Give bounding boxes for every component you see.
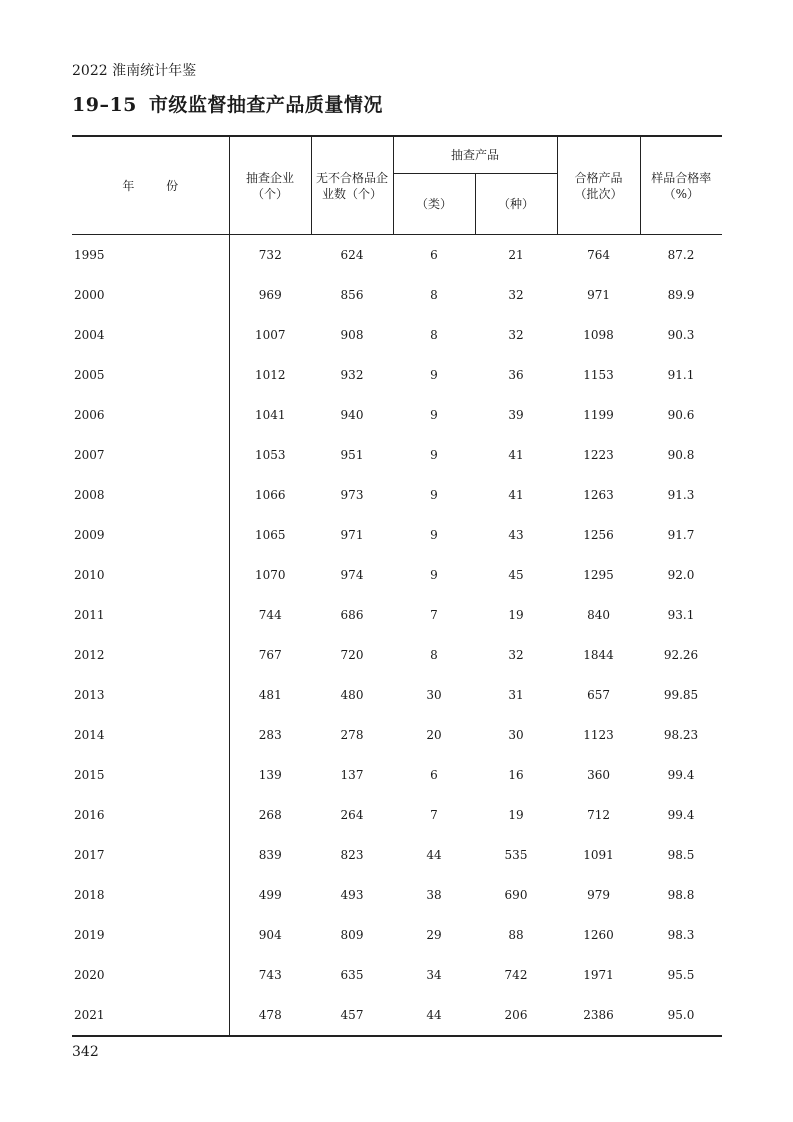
year-cell: 2016 bbox=[72, 795, 229, 835]
year-cell: 2013 bbox=[72, 675, 229, 715]
table-title bbox=[72, 90, 383, 117]
table-row bbox=[72, 355, 722, 395]
products-kind-cell: 41 bbox=[508, 488, 524, 502]
year-cell: 2020 bbox=[72, 955, 229, 995]
products-kind-cell: 206 bbox=[475, 995, 557, 1036]
qualified-rate-cell: 90.6 bbox=[667, 408, 695, 422]
table-row bbox=[72, 555, 722, 595]
year-cell: 2011 bbox=[72, 595, 229, 635]
enterprises-cell: 478 bbox=[229, 995, 311, 1036]
qualified-products-cell: 764 bbox=[587, 248, 610, 262]
enterprises-cell: 1066 bbox=[254, 488, 286, 502]
products-kind-cell: 41 bbox=[508, 448, 524, 462]
enterprises-cell: 139 bbox=[258, 768, 282, 782]
qualified-rate-cell: 91.1 bbox=[667, 368, 695, 382]
table-title-text: 市级监督抽查产品质量情况 bbox=[148, 94, 383, 116]
unqualified-cell: 823 bbox=[340, 848, 364, 862]
qualified-rate-cell: 90.3 bbox=[667, 328, 695, 342]
qualified-rate-cell: 92.0 bbox=[667, 568, 695, 582]
qualified-rate-cell: 95.5 bbox=[667, 968, 695, 982]
qualified-rate-cell: 98.5 bbox=[667, 848, 695, 862]
enterprises-cell: 1007 bbox=[254, 328, 286, 342]
header-qualified-rate: 样品合格率 （%） bbox=[640, 136, 722, 235]
year-cell: 2015 bbox=[72, 755, 229, 795]
year-cell: 2017 bbox=[72, 835, 229, 875]
table-number: 19–15 bbox=[72, 94, 137, 116]
products-kind-cell: 30 bbox=[508, 728, 524, 742]
header-products-class: （类） bbox=[393, 174, 475, 235]
table-row bbox=[72, 915, 722, 955]
year-cell: 1995 bbox=[72, 235, 229, 276]
header-qualified-products: 合格产品 （批次） bbox=[557, 136, 640, 235]
enterprises-cell: 268 bbox=[258, 808, 282, 822]
products-class-cell: 8 bbox=[430, 648, 438, 662]
unqualified-cell: 940 bbox=[340, 408, 364, 422]
products-kind-cell: 36 bbox=[508, 368, 524, 382]
unqualified-cell: 137 bbox=[340, 768, 364, 782]
qualified-products-cell: 657 bbox=[587, 688, 610, 702]
enterprises-cell: 1065 bbox=[254, 528, 286, 542]
products-kind-cell: 32 bbox=[508, 328, 524, 342]
qualified-products-cell: 840 bbox=[587, 608, 610, 622]
products-class-cell: 9 bbox=[430, 568, 438, 582]
products-class-cell: 7 bbox=[430, 808, 438, 822]
table-body bbox=[72, 235, 722, 1037]
products-kind-cell: 45 bbox=[508, 568, 524, 582]
year-cell: 2006 bbox=[72, 395, 229, 435]
enterprises-cell: 904 bbox=[258, 928, 282, 942]
products-kind-cell: 19 bbox=[508, 608, 524, 622]
qualified-rate-cell: 98.23 bbox=[663, 728, 699, 742]
table-header bbox=[72, 136, 722, 235]
unqualified-cell: 480 bbox=[340, 688, 364, 702]
table-row bbox=[72, 235, 722, 276]
table-row bbox=[72, 995, 722, 1036]
table-row bbox=[72, 475, 722, 515]
enterprises-cell: 283 bbox=[258, 728, 282, 742]
enterprises-cell: 1041 bbox=[254, 408, 286, 422]
qualified-products-cell: 979 bbox=[587, 888, 610, 902]
qualified-rate-cell: 99.4 bbox=[667, 768, 695, 782]
products-kind-cell: 21 bbox=[508, 248, 524, 262]
year-cell: 2009 bbox=[72, 515, 229, 555]
enterprises-cell: 1070 bbox=[254, 568, 286, 582]
qualified-products-cell: 1223 bbox=[583, 448, 614, 462]
products-kind-cell: 31 bbox=[508, 688, 524, 702]
qualified-products-cell: 971 bbox=[587, 288, 610, 302]
qualified-rate-cell: 91.7 bbox=[667, 528, 695, 542]
enterprises-cell: 499 bbox=[258, 888, 282, 902]
qualified-products-cell: 1295 bbox=[583, 568, 614, 582]
unqualified-cell: 720 bbox=[340, 648, 364, 662]
products-class-cell: 29 bbox=[426, 928, 442, 942]
table-row bbox=[72, 875, 722, 915]
qualified-rate-cell: 90.8 bbox=[667, 448, 695, 462]
qualified-products-cell: 1199 bbox=[583, 408, 614, 422]
products-class-cell: 6 bbox=[430, 248, 438, 262]
statistics-table bbox=[72, 135, 722, 1037]
table-row bbox=[72, 835, 722, 875]
year-cell: 2014 bbox=[72, 715, 229, 755]
header-year: 年 份 bbox=[72, 136, 229, 235]
qualified-products-cell: 1844 bbox=[583, 648, 614, 662]
year-cell: 2021 bbox=[72, 995, 229, 1036]
products-class-cell: 20 bbox=[426, 728, 442, 742]
products-kind-cell: 88 bbox=[508, 928, 524, 942]
enterprises-cell: 839 bbox=[258, 848, 282, 862]
qualified-rate-cell: 99.85 bbox=[663, 688, 699, 702]
unqualified-cell: 264 bbox=[340, 808, 364, 822]
enterprises-cell: 1012 bbox=[254, 368, 286, 382]
year-cell: 2008 bbox=[72, 475, 229, 515]
year-cell: 2007 bbox=[72, 435, 229, 475]
unqualified-cell: 457 bbox=[311, 995, 393, 1036]
year-cell: 2010 bbox=[72, 555, 229, 595]
products-kind-cell: 43 bbox=[508, 528, 524, 542]
table-row bbox=[72, 595, 722, 635]
unqualified-cell: 974 bbox=[340, 568, 364, 582]
products-kind-cell: 39 bbox=[508, 408, 524, 422]
enterprises-cell: 744 bbox=[258, 608, 282, 622]
table-row bbox=[72, 635, 722, 675]
qualified-rate-cell: 89.9 bbox=[667, 288, 695, 302]
products-class-cell: 30 bbox=[426, 688, 442, 702]
qualified-products-cell: 712 bbox=[587, 808, 610, 822]
running-head: 2022 淮南统计年鉴 bbox=[72, 63, 197, 79]
products-class-cell: 9 bbox=[430, 368, 438, 382]
unqualified-cell: 278 bbox=[340, 728, 364, 742]
table-row bbox=[72, 395, 722, 435]
products-class-cell: 9 bbox=[430, 448, 438, 462]
unqualified-cell: 686 bbox=[340, 608, 364, 622]
unqualified-cell: 856 bbox=[340, 288, 364, 302]
table-row bbox=[72, 515, 722, 555]
table-row bbox=[72, 795, 722, 835]
products-class-cell: 9 bbox=[430, 408, 438, 422]
enterprises-cell: 743 bbox=[258, 968, 282, 982]
products-class-cell: 7 bbox=[430, 608, 438, 622]
qualified-rate-cell: 87.2 bbox=[667, 248, 695, 262]
year-cell: 2019 bbox=[72, 915, 229, 955]
unqualified-cell: 809 bbox=[340, 928, 364, 942]
year-cell: 2000 bbox=[72, 275, 229, 315]
enterprises-cell: 732 bbox=[258, 248, 282, 262]
enterprises-cell: 767 bbox=[258, 648, 282, 662]
table-row bbox=[72, 315, 722, 355]
products-class-cell: 6 bbox=[430, 768, 438, 782]
year-cell: 2004 bbox=[72, 315, 229, 355]
products-kind-cell: 742 bbox=[504, 968, 528, 982]
qualified-products-cell: 1123 bbox=[583, 728, 614, 742]
header-unqualified-enterprises: 无不合格品企 业数（个） bbox=[311, 136, 393, 235]
page-number: 342 bbox=[72, 1044, 99, 1060]
table-row bbox=[72, 675, 722, 715]
qualified-rate-cell: 93.1 bbox=[667, 608, 695, 622]
enterprises-cell: 969 bbox=[258, 288, 282, 302]
qualified-products-cell: 1098 bbox=[583, 328, 614, 342]
unqualified-cell: 932 bbox=[340, 368, 364, 382]
enterprises-cell: 1053 bbox=[254, 448, 286, 462]
qualified-rate-cell: 95.0 bbox=[640, 995, 722, 1036]
products-class-cell: 8 bbox=[430, 288, 438, 302]
year-cell: 2005 bbox=[72, 355, 229, 395]
unqualified-cell: 493 bbox=[340, 888, 364, 902]
qualified-products-cell: 1260 bbox=[583, 928, 614, 942]
qualified-rate-cell: 98.3 bbox=[667, 928, 695, 942]
qualified-products-cell: 1256 bbox=[583, 528, 614, 542]
unqualified-cell: 971 bbox=[340, 528, 364, 542]
year-cell: 2012 bbox=[72, 635, 229, 675]
products-kind-cell: 535 bbox=[504, 848, 528, 862]
products-kind-cell: 32 bbox=[508, 648, 524, 662]
qualified-products-cell: 360 bbox=[587, 768, 610, 782]
year-cell: 2018 bbox=[72, 875, 229, 915]
products-class-cell: 9 bbox=[430, 488, 438, 502]
products-class-cell: 8 bbox=[430, 328, 438, 342]
products-kind-cell: 690 bbox=[504, 888, 528, 902]
qualified-rate-cell: 91.3 bbox=[667, 488, 695, 502]
products-kind-cell: 32 bbox=[508, 288, 524, 302]
table-row bbox=[72, 955, 722, 995]
products-kind-cell: 19 bbox=[508, 808, 524, 822]
products-class-cell: 34 bbox=[426, 968, 442, 982]
products-kind-cell: 16 bbox=[508, 768, 524, 782]
products-class-cell: 38 bbox=[426, 888, 442, 902]
table-row bbox=[72, 755, 722, 795]
header-products-group: 抽查产品 bbox=[393, 136, 557, 174]
qualified-rate-cell: 99.4 bbox=[667, 808, 695, 822]
products-class-cell: 44 bbox=[426, 848, 442, 862]
unqualified-cell: 635 bbox=[340, 968, 364, 982]
unqualified-cell: 973 bbox=[340, 488, 364, 502]
header-enterprises: 抽查企业 （个） bbox=[229, 136, 311, 235]
qualified-products-cell: 2386 bbox=[557, 995, 640, 1036]
qualified-products-cell: 1153 bbox=[583, 368, 614, 382]
products-class-cell: 9 bbox=[430, 528, 438, 542]
unqualified-cell: 951 bbox=[340, 448, 364, 462]
table-row bbox=[72, 275, 722, 315]
header-products-kind: （种） bbox=[475, 174, 557, 235]
table-row bbox=[72, 715, 722, 755]
products-class-cell: 44 bbox=[393, 995, 475, 1036]
table-row bbox=[72, 435, 722, 475]
unqualified-cell: 624 bbox=[340, 248, 364, 262]
qualified-rate-cell: 98.8 bbox=[667, 888, 695, 902]
qualified-rate-cell: 92.26 bbox=[663, 648, 699, 662]
qualified-products-cell: 1091 bbox=[583, 848, 614, 862]
qualified-products-cell: 1263 bbox=[583, 488, 614, 502]
unqualified-cell: 908 bbox=[340, 328, 364, 342]
qualified-products-cell: 1971 bbox=[583, 968, 614, 982]
enterprises-cell: 481 bbox=[258, 688, 282, 702]
